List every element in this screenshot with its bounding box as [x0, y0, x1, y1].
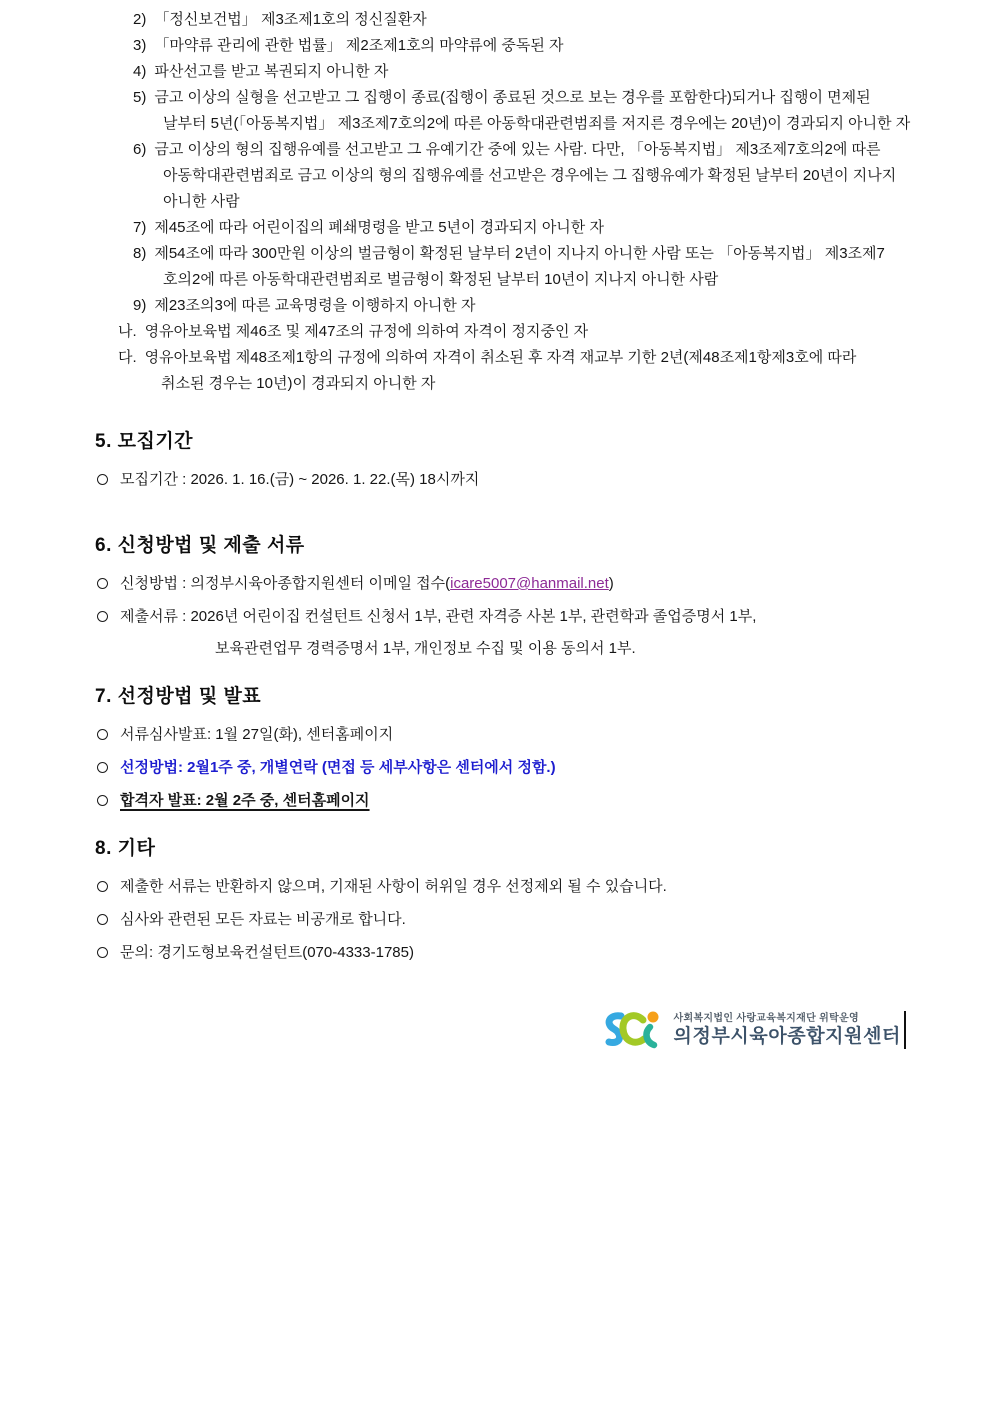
logo-tagline: 사회복지법인 사랑교육복지재단 위탁운영 — [673, 1012, 859, 1024]
list-marker: 7) — [133, 219, 147, 236]
list-marker: 5) — [133, 89, 147, 106]
list-item — [95, 215, 906, 241]
email-line-prefix: 신청방법 : 의정부시육아종합지원센터 이메일 접수( — [120, 575, 451, 592]
section-title-selection-announcement: 7. 선정방법 및 발표 — [95, 686, 262, 707]
logo-org-name: 의정부시육아종합지원센터 — [673, 1025, 901, 1047]
list-item-text: 제45조에 따라 어린이집의 폐쇄명령을 받고 5년이 경과되지 아니한 자 — [154, 219, 604, 236]
recruitment-period-text: 모집기간 : 2026. 1. 16.(금) ~ 2026. 1. 22.(목) 18시까지 — [120, 471, 480, 488]
footer-logo-block — [95, 1006, 906, 1054]
section-title-application-method: 6. 신청방법 및 제출 서류 — [95, 535, 305, 556]
center-logo-mark-icon — [602, 1006, 668, 1054]
list-item — [95, 85, 906, 111]
list-marker: 9) — [133, 297, 147, 314]
etc-item-confidential — [95, 907, 906, 933]
etc-contact-text: 문의: 경기도형보육컨설턴트(070-4333-1785) — [120, 944, 414, 961]
submission-documents-item — [95, 604, 906, 630]
list-item-continuation: 아동학대관련범죄로 금고 이상의 형의 집행유예를 선고받은 경우에는 그 집행유예가 확정된 날부터 20년이 지나지 — [163, 167, 897, 184]
list-item-text: 금고 이상의 형의 집행유예를 선고받고 그 유예기간 중에 있는 사람. 다만, 「아동복지법」 제3조제7호의2에 따른 — [154, 141, 881, 158]
list-item-text: 제54조에 따라 300만원 이상의 벌금형이 확정된 날부터 2년이 지나지 아니한 사람 또는 「아동복지법」 제3조제7 — [154, 245, 885, 262]
list-item — [95, 59, 906, 85]
etc-confidential-text: 심사와 관련된 모든 자료는 비공개로 합니다. — [120, 911, 406, 928]
list-item — [95, 345, 906, 371]
list-item — [95, 7, 906, 33]
selection-method-text: 선정방법: 2월1주 중, 개별연락 (면접 등 세부사항은 센터에서 정함.) — [120, 759, 556, 776]
list-item-text: 「마약류 관리에 관한 법률」 제2조제1호의 마약류에 중독된 자 — [154, 37, 564, 54]
circle-bullet-icon — [97, 578, 108, 589]
list-marker: 6) — [133, 141, 147, 158]
application-method-text — [120, 571, 614, 597]
circle-bullet-icon — [97, 914, 108, 925]
final-announcement-text: 합격자 발표: 2월 2주 중, 센터홈페이지 — [120, 792, 370, 809]
list-item-continuation: 날부터 5년(「아동복지법」 제3조제7호의2에 따른 아동학대관련범죄를 저지른 경우에는 20년)이 경과되지 아니한 자 — [163, 115, 911, 132]
logo-text-block — [674, 1012, 901, 1049]
list-marker: 다. — [118, 349, 137, 366]
list-item — [95, 319, 906, 345]
list-item — [95, 137, 906, 163]
email-link[interactable]: icare5007@hanmail.net — [450, 575, 609, 592]
document-review-item — [95, 722, 906, 748]
list-item-text: 「정신보건법」 제3조제1호의 정신질환자 — [154, 11, 427, 28]
section-title-etc: 8. 기타 — [95, 838, 156, 859]
list-item-text: 금고 이상의 실형을 선고받고 그 집행이 종료(집행이 종료된 것으로 보는 경우를 포함한다)되거나 집행이 면제된 — [154, 89, 871, 106]
application-method-item — [95, 571, 906, 597]
circle-bullet-icon — [97, 947, 108, 958]
circle-bullet-icon — [97, 762, 108, 773]
list-item — [95, 293, 906, 319]
list-item — [95, 33, 906, 59]
etc-item-contact — [95, 940, 906, 966]
list-item-continuation: 취소된 경우는 10년)이 경과되지 아니한 자 — [161, 375, 436, 392]
list-item — [95, 241, 906, 267]
text-cursor — [904, 1011, 906, 1049]
circle-bullet-icon — [97, 729, 108, 740]
list-item-continuation: 아니한 사람 — [163, 193, 240, 210]
email-line-suffix: ) — [608, 575, 614, 592]
list-marker: 2) — [133, 11, 147, 28]
list-marker: 8) — [133, 245, 147, 262]
list-item-text: 영유아보육법 제48조제1항의 규정에 의하여 자격이 취소된 후 자격 재교부 기한 2년(제48조제1항제3호에 따라 — [144, 349, 857, 366]
list-marker: 나. — [118, 323, 137, 340]
list-item-continuation: 호의2에 따른 아동학대관련범죄로 벌금형이 확정된 날부터 10년이 지나지 아니한 사람 — [163, 271, 719, 288]
etc-no-return-text: 제출한 서류는 반환하지 않으며, 기재된 사항이 허위일 경우 선정제외 될 수 있습니다. — [120, 878, 667, 895]
circle-bullet-icon — [97, 611, 108, 622]
circle-bullet-icon — [97, 881, 108, 892]
recruitment-period-item — [95, 467, 906, 493]
submission-documents-text: 제출서류 : 2026년 어린이집 컨설턴트 신청서 1부, 관련 자격증 사본 1부, 관련학과 졸업증명서 1부, — [120, 608, 757, 625]
section-title-recruitment-period: 5. 모집기간 — [95, 431, 194, 452]
document-review-text: 서류심사발표: 1월 27일(화), 센터홈페이지 — [120, 726, 394, 743]
list-item-text: 영유아보육법 제46조 및 제47조의 규정에 의하여 자격이 정지중인 자 — [144, 323, 589, 340]
list-item-text: 제23조의3에 따른 교육명령을 이행하지 아니한 자 — [154, 297, 476, 314]
circle-bullet-icon — [97, 795, 108, 806]
submission-documents-continuation: 보육관련업무 경력증명서 1부, 개인정보 수집 및 이용 동의서 1부. — [215, 640, 636, 657]
circle-bullet-icon — [97, 474, 108, 485]
etc-item-no-return — [95, 874, 906, 900]
list-marker: 4) — [133, 63, 147, 80]
selection-method-item — [95, 755, 906, 781]
logo-orange-dot — [647, 1012, 658, 1023]
disqualification-list — [95, 7, 911, 397]
list-marker: 3) — [133, 37, 147, 54]
final-announcement-item — [95, 788, 906, 814]
list-item-text: 파산선고를 받고 복권되지 아니한 자 — [154, 63, 389, 80]
